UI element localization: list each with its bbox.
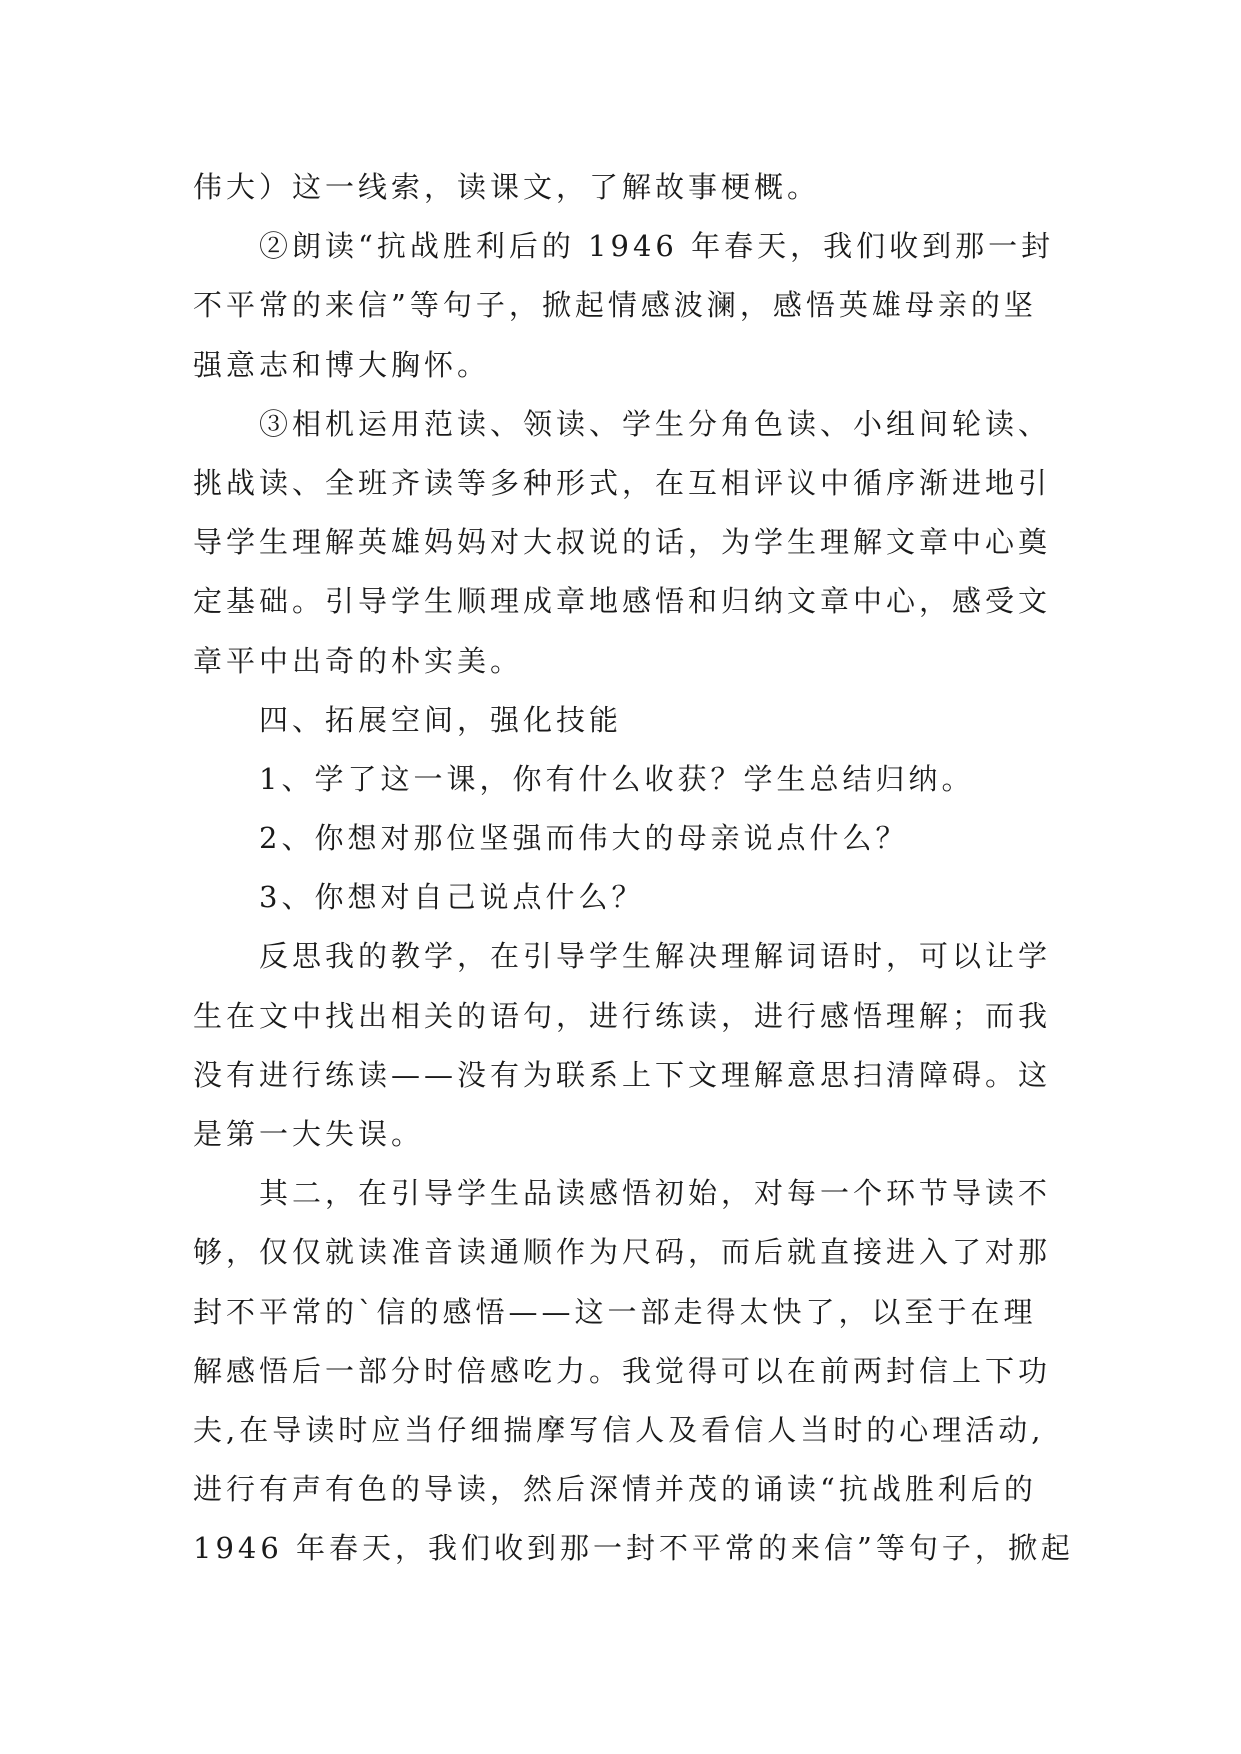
- text-line: ③相机运用范读、领读、学生分角色读、小组间轮读、: [259, 406, 1052, 441]
- text-line: 导学生理解英雄妈妈对大叔说的话，为学生理解文章中心奠: [193, 525, 1052, 560]
- text-line: 没有进行练读——没有为联系上下文理解意思扫清障碍。这: [193, 1057, 1052, 1092]
- text-line: 定基础。引导学生顺理成章地感悟和归纳文章中心，感受文: [193, 584, 1052, 619]
- list-item: 2、你想对那位坚强而伟大的母亲说点什么？: [259, 821, 909, 856]
- text-line: 1946 年春天，我们收到那一封不平常的来信”等句子，掀起: [193, 1531, 1074, 1566]
- list-item: 1、学了这一课，你有什么收获？学生总结归纳。: [259, 761, 975, 796]
- document-body: [193, 158, 1074, 1579]
- list-item: 3、你想对自己说点什么？: [259, 880, 645, 915]
- text-line: 进行有声有色的导读，然后深情并茂的诵读“抗战胜利后的: [193, 1472, 1037, 1507]
- text-line: 够，仅仅就读准音读通顺作为尺码，而后就直接进入了对那: [193, 1235, 1052, 1270]
- text-line: 挑战读、全班齐读等多种形式，在互相评议中循序渐进地引: [193, 465, 1052, 500]
- text-line: 封不平常的`信的感悟——这一部走得太快了，以至于在理: [193, 1294, 1037, 1329]
- text-line: ②朗读“抗战胜利后的 1946 年春天，我们收到那一封: [259, 229, 1055, 264]
- text-line: 解感悟后一部分时倍感吃力。我觉得可以在前两封信上下功: [193, 1353, 1052, 1388]
- text-line: 是第一大失误。: [193, 1117, 425, 1151]
- text-line: 强意志和博大胸怀。: [193, 347, 491, 382]
- text-line: 章平中出奇的朴实美。: [193, 643, 524, 678]
- text-line: 生在文中找出相关的语句，进行练读，进行感悟理解；而我: [193, 998, 1052, 1033]
- text-line: 其二，在引导学生品读感悟初始，对每一个环节导读不: [259, 1176, 1052, 1211]
- text-line: 伟大）这一线索，读课文，了解故事梗概。: [193, 170, 821, 204]
- text-line: 反思我的教学，在引导学生解决理解词语时，可以让学: [259, 939, 1052, 974]
- text-line: 不平常的来信”等句子，掀起情感波澜，感悟英雄母亲的坚: [193, 288, 1037, 323]
- text-line: 夫,在导读时应当仔细揣摩写信人及看信人当时的心理活动,: [193, 1412, 1045, 1447]
- section-heading: 四、拓展空间，强化技能: [259, 702, 623, 737]
